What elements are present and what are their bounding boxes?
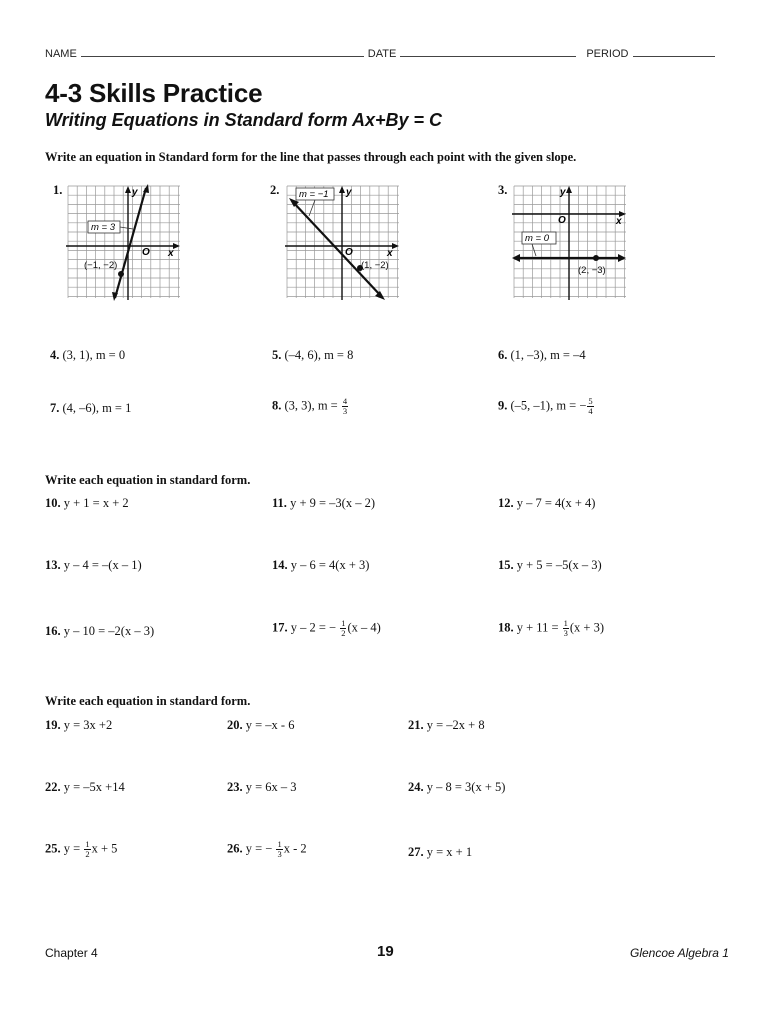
- problem-25: 25. y = $\frac{1}{2}$ x + 5: [45, 839, 118, 859]
- graph2-coordinate-grid: [285, 184, 401, 302]
- section2-instruction: Write each equation in standard form.: [45, 473, 251, 487]
- problem-14: 14. y – 6 = 4(x + 3): [272, 558, 370, 572]
- problem-9: 9. (–5, –1), m = − $\frac{5}{4}$: [498, 396, 593, 416]
- footer-book: Glencoe Algebra 1: [630, 946, 729, 960]
- page-title: 4-3 Skills Practice: [45, 78, 263, 108]
- fraction: $\frac{4}{3}$: [342, 396, 348, 416]
- graph1-x-label: x: [168, 248, 174, 259]
- graph3-origin-label: O: [558, 215, 566, 226]
- problem-23: 23. y = 6x – 3: [227, 780, 297, 794]
- fraction: $\frac{1}{3}$: [277, 839, 282, 859]
- graph2-y-label: y: [346, 187, 352, 198]
- graph1-origin-label: O: [142, 247, 150, 258]
- graph2-origin-label: O: [345, 247, 353, 258]
- problem-24: 24. y – 8 = 3(x + 5): [408, 780, 506, 794]
- graph3-y-arrow-icon: [566, 186, 572, 193]
- problem-27: 27. y = x + 1: [408, 845, 473, 859]
- problem-6: 6. (1, –3), m = –4: [498, 348, 586, 362]
- problem-5: 5. (–4, 6), m = 8: [272, 348, 354, 362]
- graph1-number: 1.: [53, 183, 63, 197]
- graph1-y-label: y: [132, 187, 138, 198]
- graph2-line: [293, 202, 381, 296]
- problem-22: 22. y = –5x +14: [45, 780, 125, 794]
- graph2-x-label: x: [387, 248, 393, 259]
- problem-4: 4. (3, 1), m = 0: [50, 348, 126, 362]
- problem-16: 16. y – 10 = –2(x – 3): [45, 624, 155, 638]
- period-label: PERIOD: [586, 48, 629, 60]
- graph3-line-arrow-icon: [618, 254, 626, 262]
- graph2-slope-label: m = −1: [299, 189, 329, 200]
- graph1-slope-pointer: [120, 227, 133, 229]
- graph2-point-label: (1, −2): [361, 260, 389, 271]
- date-blank[interactable]: [400, 47, 576, 57]
- section1-instruction: Write an equation in Standard form for the line that passes through each point with the given slope.: [45, 150, 577, 164]
- graph3-x-label: x: [616, 216, 622, 227]
- problem-11: 11. y + 9 = –3(x – 2): [272, 496, 375, 510]
- graph1-coordinate-grid: [66, 184, 182, 302]
- graph3-line-arrow-icon: [512, 254, 520, 262]
- graph1-y-arrow-icon: [125, 186, 131, 193]
- problem-8: 8. (3, 3), m = $\frac{4}{3}$: [272, 396, 348, 416]
- name-date-period-header: [45, 47, 725, 60]
- problem-21: 21. y = –2x + 8: [408, 718, 485, 732]
- graph3-point-label: (2, −3): [578, 265, 606, 276]
- name-label: NAME: [45, 48, 77, 60]
- footer-page-number: 19: [377, 943, 394, 960]
- problem-20: 20. y = –x - 6: [227, 718, 295, 732]
- page-subtitle: Writing Equations in Standard form Ax+By = C: [45, 110, 443, 130]
- graph3-point: [593, 255, 599, 261]
- graph3-slope-label: m = 0: [525, 233, 550, 244]
- name-blank[interactable]: [81, 47, 364, 57]
- fraction: $\frac{1}{2}$: [85, 839, 90, 859]
- problem-15: 15. y + 5 = –5(x – 3): [498, 558, 602, 572]
- graph2-number: 2.: [270, 183, 280, 197]
- problem-19: 19. y = 3x +2: [45, 718, 113, 732]
- footer-chapter: Chapter 4: [45, 946, 98, 960]
- problem-17: 17. y – 2 = − $\frac{1}{2}$ (x – 4): [272, 618, 381, 638]
- graph1-point: [118, 271, 124, 277]
- graph1-slope-label: m = 3: [91, 222, 116, 233]
- graph1-x-arrow-icon: [173, 243, 180, 249]
- fraction: $\frac{5}{4}$: [588, 396, 593, 416]
- section3-instruction: Write each equation in standard form.: [45, 694, 251, 708]
- graph2-y-arrow-icon: [339, 186, 345, 193]
- graph1-point-label: (−1, −2): [84, 260, 118, 271]
- problem-7: 7. (4, –6), m = 1: [50, 401, 132, 415]
- fraction: $\frac{1}{2}$: [341, 618, 346, 638]
- period-blank[interactable]: [633, 47, 715, 57]
- problem-12: 12. y – 7 = 4(x + 4): [498, 496, 596, 510]
- date-label: DATE: [367, 48, 397, 60]
- fraction: $\frac{1}{3}$: [563, 618, 568, 638]
- problem-18: 18. y + 11 = $\frac{1}{3}$ (x + 3): [498, 618, 605, 638]
- graph3-number: 3.: [498, 183, 508, 197]
- problem-10: 10. y + 1 = x + 2: [45, 496, 129, 510]
- graph3-coordinate-grid: [512, 184, 628, 302]
- problem-26: 26. y = − $\frac{1}{3}$ x - 2: [227, 839, 307, 859]
- graph2-x-arrow-icon: [392, 243, 399, 249]
- problem-13: 13. y – 4 = –(x – 1): [45, 558, 142, 572]
- graph3-y-label: y: [560, 187, 566, 198]
- graph1-line-arrow-icon: [143, 184, 149, 193]
